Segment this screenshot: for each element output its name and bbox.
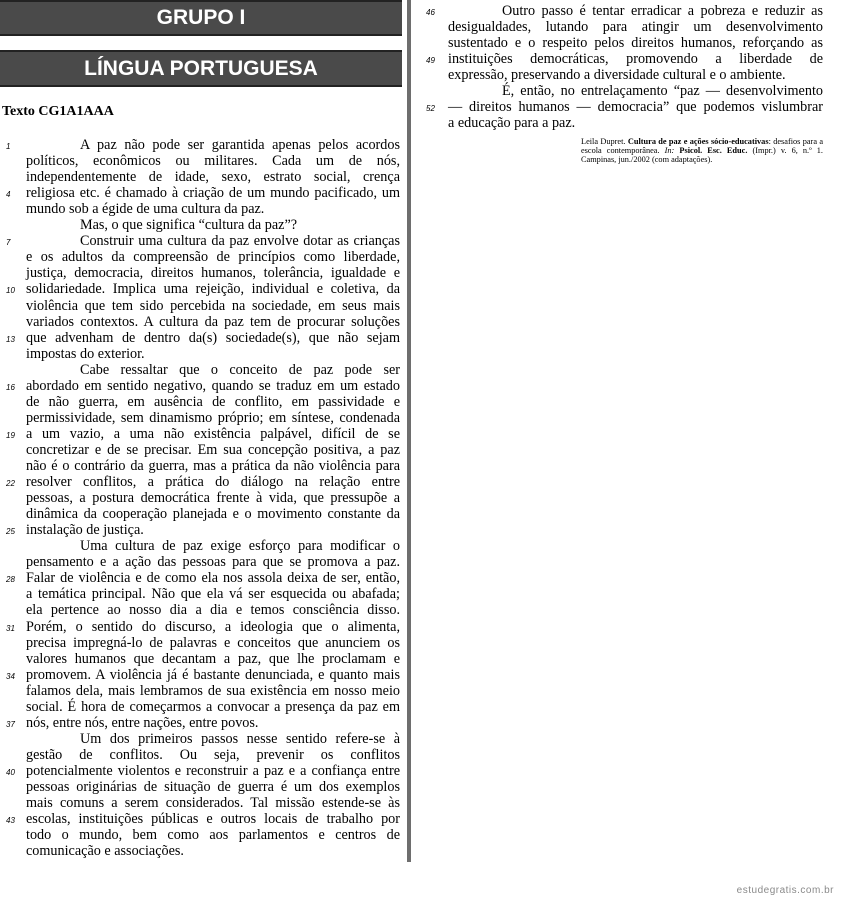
line-number: 7 [6, 238, 11, 248]
line-number: 4 [6, 190, 11, 200]
left-text-line: precisa impregná-lo de palavras e conceitos que anunciem os [26, 634, 400, 651]
left-text-line: promovem. A violência já é bastante denunciada, e quanto mais [26, 666, 400, 683]
left-text-line: que advenham de dentro da(s) sociedade(s), que não sejam [26, 329, 400, 346]
left-text-line: nós, entre nós, entre nações, entre povos. [26, 714, 259, 731]
citation-author: Leila Dupret. [581, 137, 626, 146]
line-number: 43 [6, 816, 15, 826]
left-text-line: dinâmica da cooperação planejada e o movimento constante da [26, 506, 400, 523]
left-text-line: pessoas originárias de situação de guerra é um dos exemplos [26, 779, 400, 795]
subject-banner: LÍNGUA PORTUGUESA [0, 50, 402, 87]
left-text-line: não é o contrário da guerra, mas a prática da não violência para [26, 458, 400, 474]
right-text-line: instituições democráticas, promovendo a liberdade de [448, 51, 823, 68]
column-divider [407, 0, 411, 862]
group-banner: GRUPO I [0, 0, 402, 36]
left-text-line: A paz não pode ser garantida apenas pelos acordos [80, 137, 400, 153]
left-text-line: a um vazio, a uma não existência palpável, difícil de se [26, 425, 400, 442]
left-text-line: instalação de justiça. [26, 522, 144, 539]
left-text-line: justiça, democracia, direitos humanos, tolerância, igualdade e [26, 265, 400, 282]
left-text-line: mais comuns a serem considerados. Tal missão estende-se às [26, 795, 400, 812]
citation [581, 137, 823, 164]
citation-in: In: [664, 146, 675, 155]
line-number: 31 [6, 623, 15, 633]
right-text-line: expressão, preservando a diversidade cultural e o ambiente. [448, 67, 786, 84]
line-number: 46 [426, 8, 435, 17]
right-text-line: É, então, no entrelaçamento “paz — desenvolvimento [502, 83, 823, 100]
left-text-line: pensamento e a ação das pessoas para que se promova a paz. [26, 554, 400, 571]
line-number: 28 [6, 575, 15, 585]
line-number: 52 [426, 104, 435, 114]
left-text-line: resolver conflitos, a prática do diálogo na relação entre [26, 474, 400, 491]
line-number: 10 [6, 286, 15, 296]
left-text-line: Uma cultura de paz exige esforço para modificar o [80, 538, 400, 555]
left-text-line: de não guerra, em ausência de conflito, em passividade e [26, 393, 400, 410]
left-text-line: e os adultos da compreensão de princípios como liberdade, [26, 249, 400, 266]
left-text-line: pessoas, a postura democrática frente à vida, que pressupõe a [26, 490, 400, 507]
left-text-line: concretizar e de se precisar. Em sua concepção positiva, a paz [26, 441, 400, 458]
left-text-line: comunicação e associações. [26, 843, 184, 860]
left-text-line: ela pertence ao nosso dia a dia e temos consciência disso. [26, 602, 400, 619]
left-text-line: mundo sob a égide de uma cultura da paz. [26, 201, 265, 218]
left-text-line: gestão de conflitos. Ou seja, prevenir os conflitos [26, 746, 400, 763]
left-text-line: a temática principal. Não que ela vá ser esquecida ou abafada; [26, 586, 400, 603]
left-text-line: falamos dela, mais lembramos de sua existência em nosso meio [26, 682, 400, 699]
line-number: 19 [6, 430, 15, 440]
left-text-line: Construir uma cultura da paz envolve dotar as crianças [80, 233, 400, 250]
left-text-line: políticos, econômicos ou militares. Cada um de nós, [26, 153, 400, 170]
left-text-line: violência que tem sido percebida na sociedade, em seus mais [26, 297, 400, 314]
right-text-line: a educação para a paz. [448, 115, 576, 132]
left-text-line: abordado em sentido negativo, quando se traduz em um estado [26, 377, 400, 394]
left-text-line: Cabe ressaltar que o conceito de paz pode ser [80, 361, 400, 378]
line-number: 22 [6, 479, 15, 489]
right-text-line: — direitos humanos — democracia” que podemos vislumbrar [448, 99, 823, 116]
line-number: 37 [6, 719, 15, 729]
left-text-line: escolas, instituições públicas e outros locais de trabalho por [26, 811, 400, 828]
right-text-line: Outro passo é tentar erradicar a pobreza e reduzir as [502, 3, 823, 19]
left-text-line: Um dos primeiros passos nesse sentido refere-se à [80, 730, 400, 747]
right-text-line: sustentado e o respeito pelos direitos humanos, reforçando as [448, 35, 823, 52]
text-id: Texto CG1A1AAA [2, 104, 114, 119]
left-text-line: potencialmente violentos e reconstruir a paz e a confiança entre [26, 762, 400, 779]
left-text-line: Falar de violência e de como ela nos assola deixa de ser, então, [26, 570, 400, 587]
left-text-line: religiosa etc. é chamado à criação de um mundo pacificado, um [26, 185, 400, 202]
line-number: 34 [6, 671, 15, 681]
citation-details: (Impr.) v. 6, n.º 1. Campinas, jun./2002 (com adaptações). [581, 146, 823, 164]
left-text-line: Porém, o sentido do discurso, a ideologia que o alimenta, [26, 618, 400, 635]
left-text-line: impostas do exterior. [26, 345, 145, 362]
left-text-line: variados contextos. A cultura da paz tem de procurar soluções [26, 313, 400, 330]
line-number: 25 [6, 527, 15, 537]
left-text-line: Mas, o que significa “cultura da paz”? [80, 217, 298, 234]
right-text-line: desigualdades, lutando para atingir um desenvolvimento [448, 19, 823, 36]
line-number: 13 [6, 334, 15, 344]
left-text-line: solidariedade. Implica uma rejeição, individual e coletiva, da [26, 281, 400, 298]
left-text-line: todo o mundo, bem como aos parlamentos e centros de [26, 827, 400, 844]
line-number: 40 [6, 767, 15, 777]
left-text-line: permissividade, sem dinamismo próprio; em síntese, condenada [26, 409, 400, 426]
citation-subtitle: : desafios para a escola contemporânea. [581, 137, 824, 155]
citation-journal: Psicol. Esc. Educ. [679, 146, 748, 155]
line-number: 1 [6, 142, 11, 151]
left-text-line: valores humanos que decantam a paz, que lhe proclamam e [26, 650, 400, 667]
line-number: 16 [6, 382, 15, 392]
citation-title: Cultura de paz e ações sócio-educativas [627, 137, 769, 146]
watermark: estudegratis.com.br [736, 885, 834, 896]
left-text-line: social. É hora de começarmos a convocar a presença da paz em [26, 698, 400, 715]
left-text-line: independentemente de idade, sexo, estrato social, crença [26, 169, 400, 186]
line-number: 49 [426, 56, 435, 66]
